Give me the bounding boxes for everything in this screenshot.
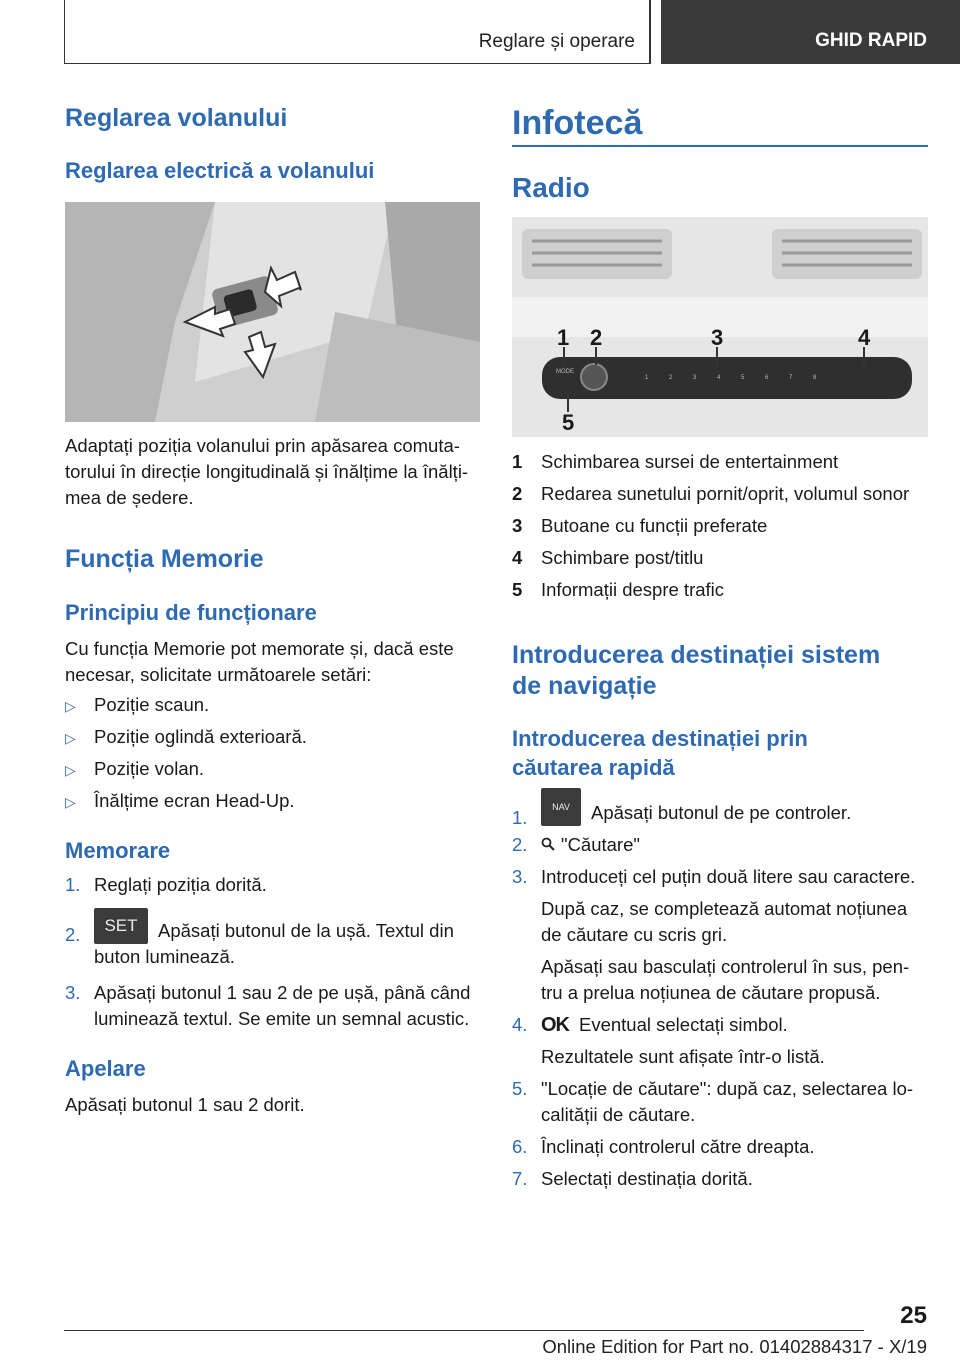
- step-text: "Locație de căutare": după caz, selectarea lo‐: [541, 1078, 914, 1099]
- callout-3: 3: [711, 325, 724, 350]
- footer-edition: Online Edition for Part no. 01402884317 - X/19: [542, 1336, 927, 1357]
- heading-principiu: Principiu de funcționare: [65, 600, 317, 625]
- svg-text:1: 1: [645, 375, 649, 381]
- heading-radio: Radio: [512, 172, 590, 203]
- step-number: 7.: [512, 1168, 528, 1189]
- step-number: 4.: [512, 1014, 528, 1035]
- header-tab: [661, 0, 960, 64]
- heading-line: căutarea rapidă: [512, 755, 675, 780]
- heading-infoteca: Infotecă: [512, 104, 643, 142]
- heading-functia-memorie: Funcția Memorie: [65, 545, 264, 573]
- step-item: [512, 1166, 937, 1192]
- step-item: [512, 864, 937, 890]
- step-item: [65, 872, 485, 898]
- step-number: 3.: [512, 866, 528, 887]
- svg-text:2: 2: [669, 375, 673, 381]
- header-divider: [649, 0, 651, 64]
- header-tab-label: GHID RAPID: [815, 30, 927, 51]
- step-item: [512, 788, 937, 826]
- search-icon: [541, 832, 561, 858]
- navigation-steps: [512, 788, 937, 1192]
- step-number: 1.: [65, 874, 81, 895]
- step-number: 5.: [512, 1078, 528, 1099]
- heading-reglarea-volanului: Reglarea volanului: [65, 104, 288, 132]
- step-detail: [512, 1044, 937, 1070]
- legend-item: [512, 577, 932, 603]
- step-text: calității de căutare.: [541, 1104, 696, 1125]
- callout-2: 2: [590, 325, 603, 350]
- step-item: [512, 1012, 937, 1038]
- step-item: [512, 832, 937, 858]
- text-line: Cu funcția Memorie pot memorate și, dacă este: [65, 638, 454, 659]
- step-number: 3.: [65, 982, 81, 1003]
- legend-item: [512, 513, 932, 539]
- memorare-steps: [65, 872, 485, 1032]
- heading-memorare: Memorare: [65, 838, 171, 863]
- step-text: Rezultatele sunt afișate într-o listă.: [541, 1046, 825, 1067]
- legend-text: Redarea sunetului pornit/oprit, volumul sonor: [541, 483, 910, 504]
- step-item: [512, 1076, 937, 1128]
- svg-text:8: 8: [813, 375, 817, 381]
- triangle-bullet-icon: ▷: [65, 762, 76, 778]
- callout-4: 4: [858, 325, 871, 350]
- text-line: torului în direcție longitudinală și înălțime la înălți‐: [65, 461, 469, 482]
- step-item: [65, 908, 485, 970]
- text-line: Adaptați poziția volanului prin apăsarea comuta‐: [65, 435, 460, 456]
- paragraph-adaptati: [65, 433, 485, 511]
- ok-symbol-icon: OK: [541, 1014, 569, 1036]
- svg-text:6: 6: [765, 375, 769, 381]
- header-section-title: Reglare și operare: [478, 31, 635, 52]
- legend-text: Schimbare post/titlu: [541, 547, 704, 568]
- triangle-bullet-icon: ▷: [65, 698, 76, 714]
- text-line: necesar, solicitate următoarele setări:: [65, 664, 372, 685]
- legend-text: Informații despre trafic: [541, 579, 725, 600]
- heading-line: de navigație: [512, 672, 657, 700]
- svg-text:4: 4: [717, 375, 721, 381]
- heading-reglare-electrica: Reglarea electrică a volanului: [65, 158, 375, 183]
- step-detail: [512, 896, 937, 948]
- paragraph-memorie: [65, 636, 485, 688]
- step-text: Reglați poziția dorită.: [94, 874, 267, 895]
- heading-cautare-rapida: [512, 724, 808, 782]
- heading-introducerea-destinatiei: [512, 640, 880, 702]
- step-text: Selectați destinația dorită.: [541, 1168, 753, 1189]
- list-item-text: Înălțime ecran Head-Up.: [94, 790, 295, 811]
- step-number: 2.: [512, 834, 528, 855]
- step-number: 6.: [512, 1136, 528, 1157]
- step-number: 1.: [512, 807, 528, 828]
- triangle-bullet-icon: ▷: [65, 730, 76, 746]
- bullet-list: [65, 692, 485, 814]
- step-text: buton luminează.: [94, 946, 235, 967]
- legend-item: [512, 545, 932, 571]
- step-text: Apăsați butonul de la ușă. Textul din: [158, 920, 454, 941]
- step-text: de căutare cu scris gri.: [541, 924, 728, 945]
- legend-number: 2: [512, 483, 523, 504]
- legend-item: [512, 481, 932, 507]
- legend-text: Schimbarea sursei de entertainment: [541, 451, 839, 472]
- step-item: [65, 980, 485, 1032]
- svg-text:MODE: MODE: [556, 369, 574, 375]
- list-item-text: Poziție scaun.: [94, 694, 210, 715]
- list-item: [65, 692, 485, 718]
- footer-rule: [64, 1330, 864, 1331]
- step-text: Eventual selectați simbol.: [579, 1014, 788, 1035]
- step-text: Apăsați butonul 1 sau 2 de pe ușă, până când: [94, 982, 471, 1003]
- step-text: Apăsați butonul de pe controler.: [591, 802, 852, 823]
- text-line: mea de ședere.: [65, 487, 194, 508]
- heading-rule: [512, 145, 928, 147]
- step-text: După caz, se completează automat noțiunea: [541, 898, 908, 919]
- callout-1: 1: [557, 325, 570, 350]
- step-detail: [512, 954, 937, 1006]
- heading-line: Introducerea destinației prin: [512, 726, 808, 751]
- callout-5: 5: [562, 410, 575, 435]
- triangle-bullet-icon: ▷: [65, 794, 76, 810]
- step-text: Apăsați sau basculați controlerul în sus, pen‐: [541, 956, 910, 977]
- svg-text:5: 5: [741, 375, 745, 381]
- legend-item: [512, 449, 932, 475]
- list-item: [65, 756, 485, 782]
- step-item: [512, 1134, 937, 1160]
- heading-line: Introducerea destinației sistem: [512, 641, 881, 669]
- step-text: "Căutare": [561, 834, 640, 855]
- step-text: Înclinați controlerul către dreapta.: [541, 1136, 815, 1157]
- step-text: tru a prelua noțiunea de căutare propusă.: [541, 982, 881, 1003]
- set-button-icon: SET: [94, 908, 148, 944]
- heading-apelare: Apelare: [65, 1056, 146, 1081]
- list-item: [65, 788, 485, 814]
- step-text: Introduceți cel puțin două litere sau caractere.: [541, 866, 916, 887]
- steering-adjust-image: [65, 202, 480, 422]
- legend-number: 4: [512, 547, 523, 568]
- legend-number: 5: [512, 579, 523, 600]
- step-text: luminează textul. Se emite un semnal acustic.: [94, 1008, 470, 1029]
- step-number: 2.: [65, 924, 81, 945]
- nav-button-icon: NAV: [541, 788, 581, 826]
- page-number: 25: [900, 1302, 927, 1329]
- legend-text: Butoane cu funcții preferate: [541, 515, 768, 536]
- list-item: [65, 724, 485, 750]
- radio-panel-image: [512, 217, 928, 437]
- list-item-text: Poziție oglindă exterioară.: [94, 726, 307, 747]
- radio-legend: [512, 449, 932, 603]
- list-item-text: Poziție volan.: [94, 758, 205, 779]
- legend-number: 3: [512, 515, 523, 536]
- svg-text:3: 3: [693, 375, 697, 381]
- legend-number: 1: [512, 451, 523, 472]
- svg-text:7: 7: [789, 375, 793, 381]
- paragraph-apelare: Apăsați butonul 1 sau 2 dorit.: [65, 1094, 305, 1115]
